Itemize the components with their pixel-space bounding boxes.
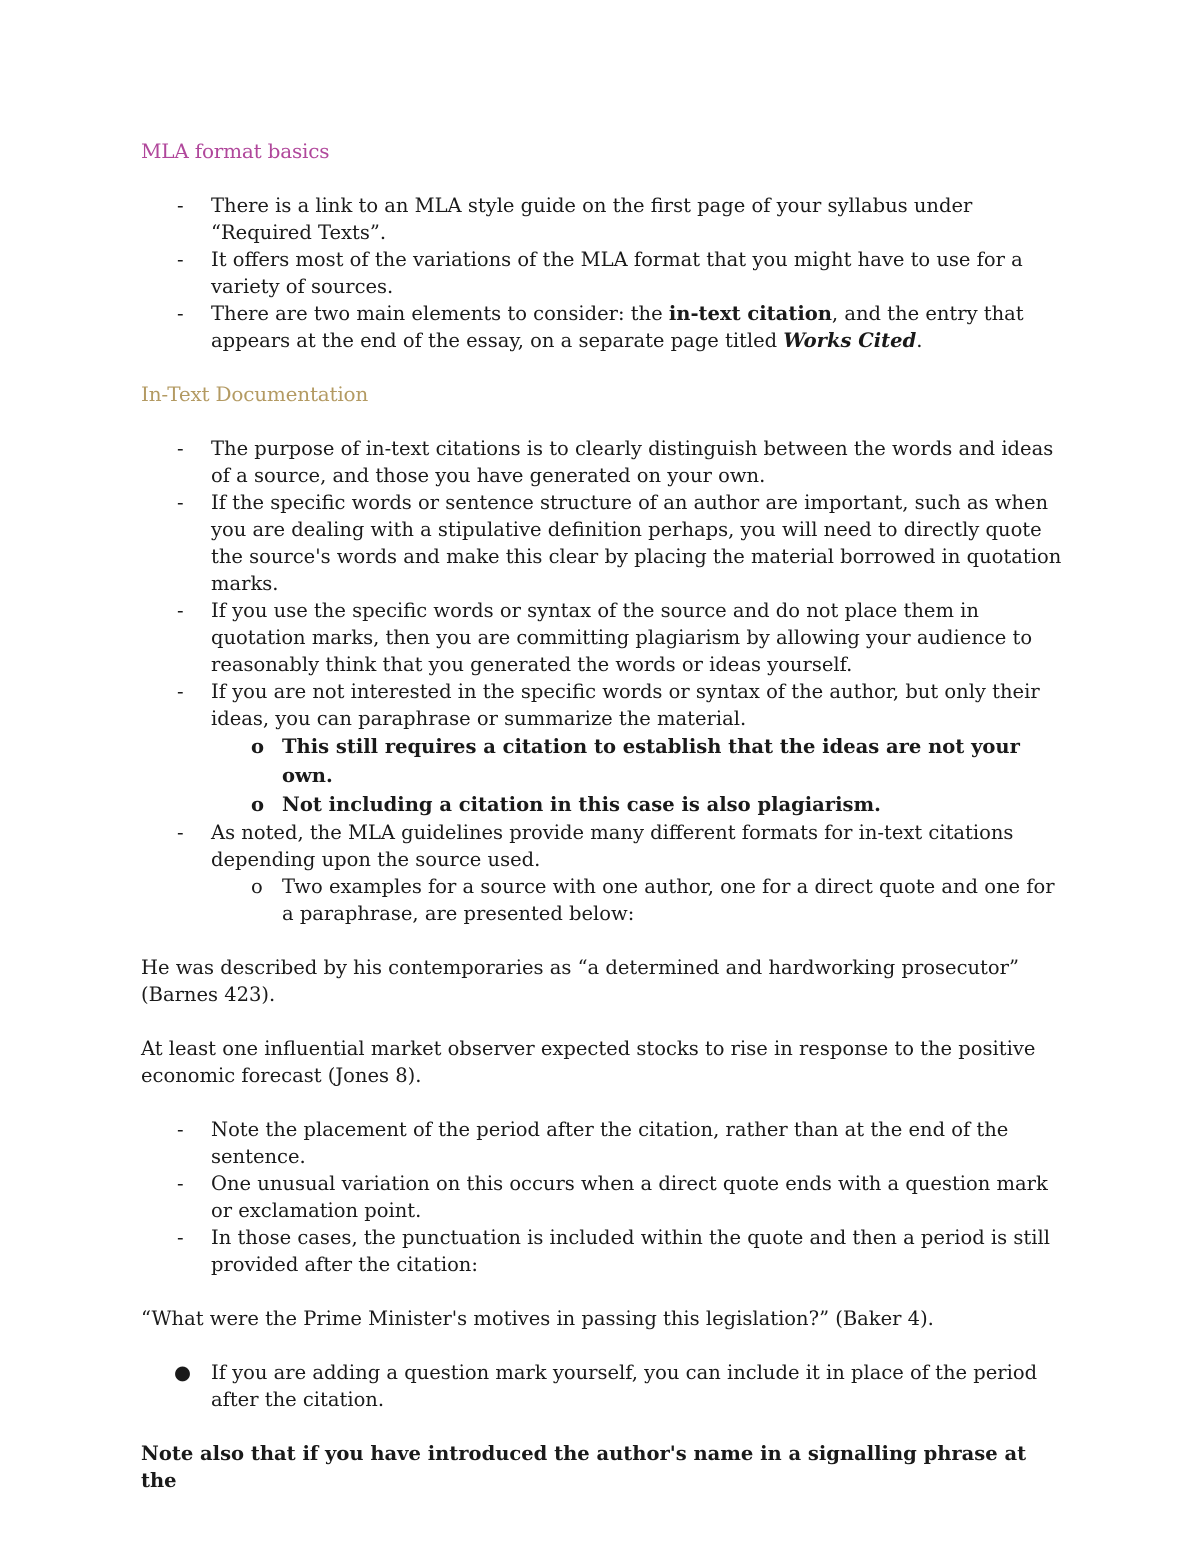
sublist-item-text: Not including a citation in this case is also plagiarism. <box>282 793 881 816</box>
bold-italic-works-cited: Works Cited <box>783 329 917 352</box>
question-mark-note-list <box>141 1359 1066 1413</box>
mla-basics-list <box>141 192 1066 354</box>
paraphrase-example-paragraph: At least one influential market observer expected stocks to rise in response to the positive economic forecast (Jones 8). <box>141 1037 1036 1087</box>
list-item <box>141 300 1066 354</box>
circle-bullet-icon: o <box>251 735 265 758</box>
quote-example-paragraph: He was described by his contemporaries as “a determined and hardworking prosecutor” (Barnes 423). <box>141 956 1019 1006</box>
text-span: . <box>916 329 923 352</box>
text-span: , and the entry that appears at the end of the essay, on a separate page titled <box>211 302 1024 352</box>
bold-term-in-text-citation: in-text citation <box>668 302 832 325</box>
list-item: - If the specific words or sentence structure of an author are important, such as when you are dealing with a stipulative definition perhaps, you will need to directly quote the source's words and make this clear by placing the material borrowed in quotation marks. <box>141 489 1066 597</box>
list-item <box>141 819 1066 927</box>
bullet-dot-icon: ● <box>174 1361 192 1384</box>
sublist-item-text: This still requires a citation to establish that the ideas are not your own. <box>282 735 1020 787</box>
list-item <box>141 1359 1066 1413</box>
plain-sublist <box>211 873 1066 927</box>
section-heading-in-text-documentation: In-Text Documentation <box>141 382 369 406</box>
list-item: - If you use the specific words or syntax of the source and do not place them in quotation marks, then you are committing plagiarism by allowing your audience to reasonably think that you generated the words or ideas yourself. <box>141 597 1066 678</box>
sublist-item <box>211 790 1066 819</box>
sublist-item <box>211 873 1066 927</box>
circle-bullet-icon: o <box>251 793 265 816</box>
section-heading-mla-basics: MLA format basics <box>141 139 330 163</box>
list-item-text: If you are adding a question mark yourself, you can include it in place of the period after the citation. <box>211 1361 1038 1411</box>
list-item-text: As noted, the MLA guidelines provide many different formats for in-text citations depending upon the source used. <box>211 821 1014 871</box>
list-item: - Note the placement of the period after the citation, rather than at the end of the sentence. <box>141 1116 1066 1170</box>
period-notes-list <box>141 1116 1066 1278</box>
list-item: - There is a link to an MLA style guide on the first page of your syllabus under “Required Texts”. <box>141 192 1066 246</box>
in-text-documentation-list <box>141 435 1066 927</box>
sublist-item-text: Two examples for a source with one author, one for a direct quote and one for a paraphrase, are presented below: <box>282 875 1055 925</box>
list-item-text: If you are not interested in the specific words or syntax of the author, but only their ideas, you can paraphrase or summarize the material. <box>211 680 1040 730</box>
bold-sublist <box>211 732 1066 819</box>
list-item: - The purpose of in-text citations is to clearly distinguish between the words and ideas of a source, and those you have generated on your own. <box>141 435 1066 489</box>
circle-bullet-icon: o <box>251 875 263 898</box>
text-span: There are two main elements to consider: the <box>211 302 669 325</box>
list-item: - It offers most of the variations of the MLA format that you might have to use for a variety of sources. <box>141 246 1066 300</box>
question-example-paragraph: “What were the Prime Minister's motives in passing this legislation?” (Baker 4). <box>141 1307 934 1330</box>
list-item: - One unusual variation on this occurs when a direct quote ends with a question mark or exclamation point. <box>141 1170 1066 1224</box>
sublist-item <box>211 732 1066 790</box>
document-page <box>141 138 1066 1494</box>
list-item: - In those cases, the punctuation is included within the quote and then a period is still provided after the citation: <box>141 1224 1066 1278</box>
list-item <box>141 678 1066 819</box>
final-note-paragraph: Note also that if you have introduced the author's name in a signalling phrase at the <box>141 1442 1027 1492</box>
